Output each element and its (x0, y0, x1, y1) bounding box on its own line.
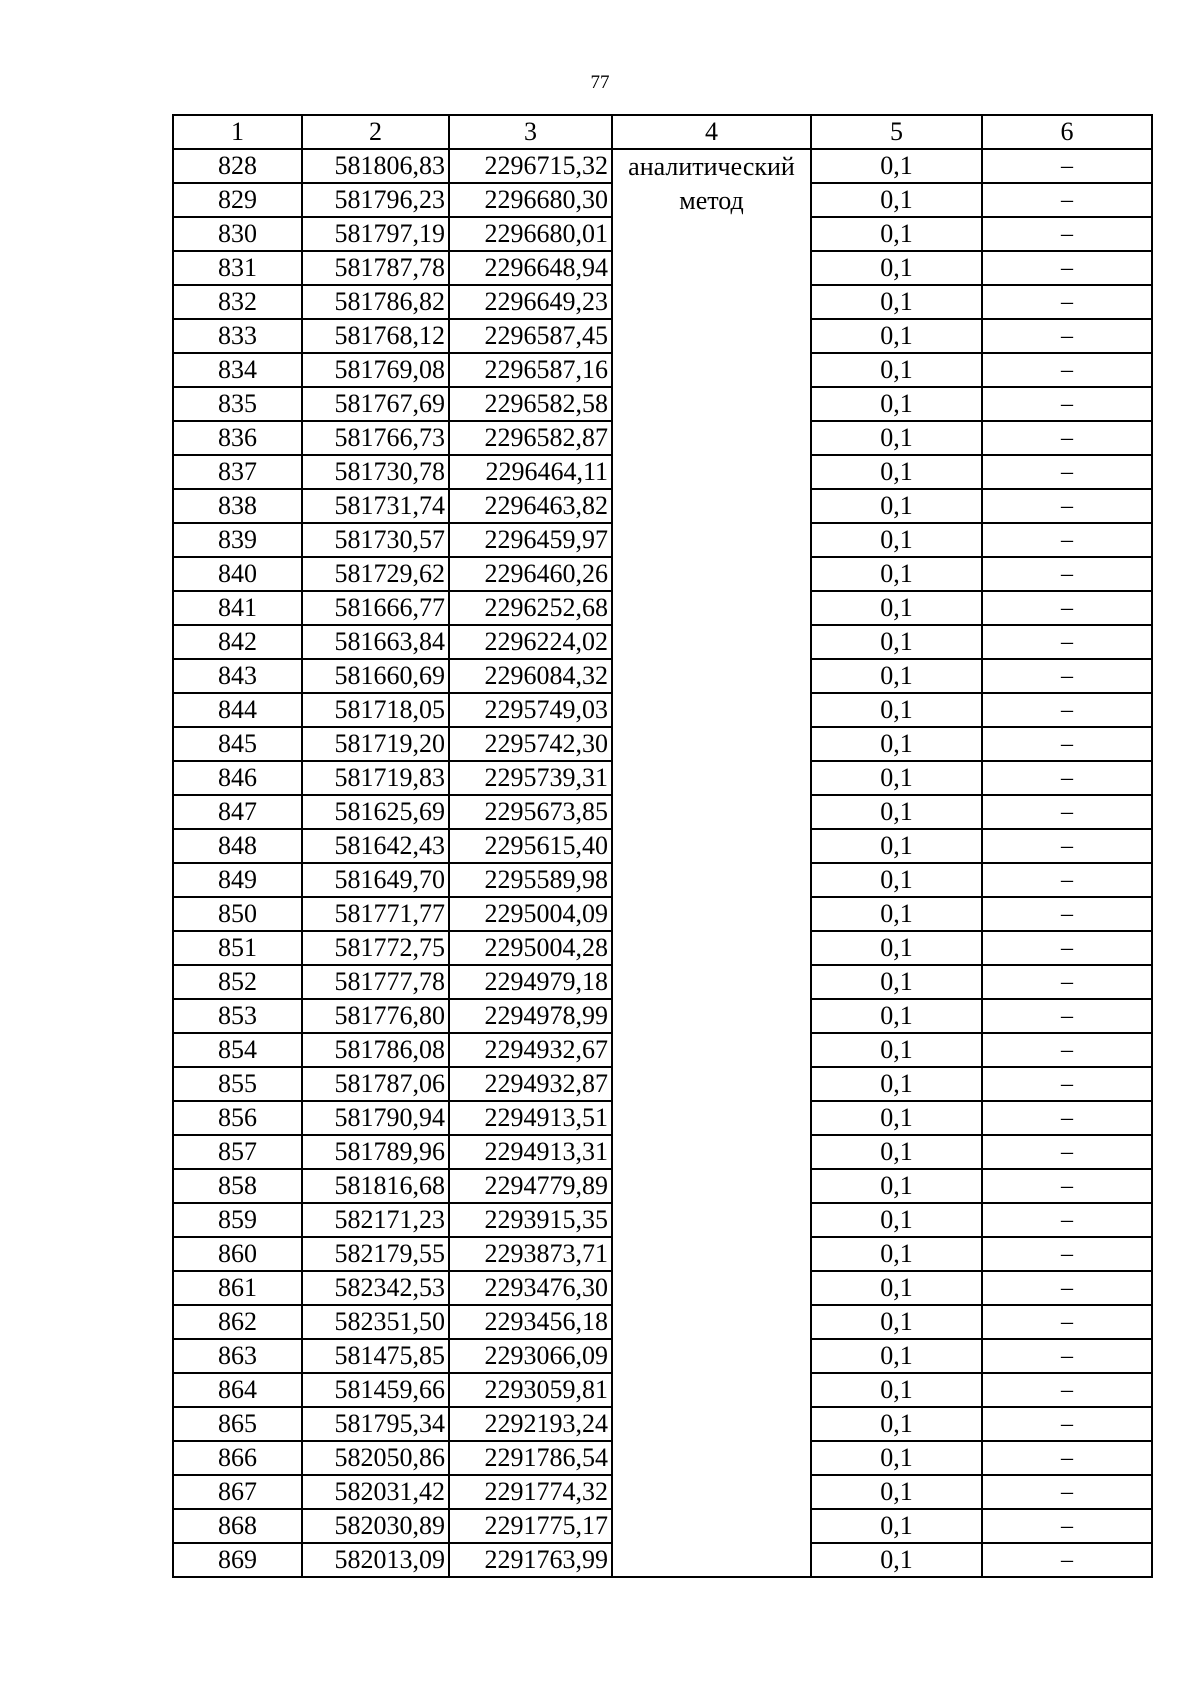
point-number-cell: 843 (173, 659, 302, 693)
description-cell: – (982, 1135, 1152, 1169)
y-coordinate-cell: 2296648,94 (449, 251, 612, 285)
description-cell: – (982, 387, 1152, 421)
x-coordinate-cell: 581719,20 (302, 727, 449, 761)
x-coordinate-cell: 581816,68 (302, 1169, 449, 1203)
y-coordinate-cell: 2296582,87 (449, 421, 612, 455)
accuracy-cell: 0,1 (811, 1407, 982, 1441)
accuracy-cell: 0,1 (811, 659, 982, 693)
y-coordinate-cell: 2295742,30 (449, 727, 612, 761)
accuracy-cell: 0,1 (811, 1305, 982, 1339)
x-coordinate-cell: 581768,12 (302, 319, 449, 353)
point-number-cell: 832 (173, 285, 302, 319)
y-coordinate-cell: 2296587,16 (449, 353, 612, 387)
x-coordinate-cell: 581729,62 (302, 557, 449, 591)
x-coordinate-cell: 581776,80 (302, 999, 449, 1033)
y-coordinate-cell: 2291774,32 (449, 1475, 612, 1509)
point-number-cell: 857 (173, 1135, 302, 1169)
y-coordinate-cell: 2294913,31 (449, 1135, 612, 1169)
x-coordinate-cell: 581796,23 (302, 183, 449, 217)
description-cell: – (982, 659, 1152, 693)
description-cell: – (982, 1407, 1152, 1441)
table-row (173, 149, 1152, 183)
x-coordinate-cell: 582031,42 (302, 1475, 449, 1509)
y-coordinate-cell: 2296084,32 (449, 659, 612, 693)
point-number-cell: 862 (173, 1305, 302, 1339)
description-cell: – (982, 1033, 1152, 1067)
x-coordinate-cell: 581789,96 (302, 1135, 449, 1169)
accuracy-cell: 0,1 (811, 285, 982, 319)
point-number-cell: 836 (173, 421, 302, 455)
x-coordinate-cell: 581730,78 (302, 455, 449, 489)
x-coordinate-cell: 581786,82 (302, 285, 449, 319)
point-number-cell: 840 (173, 557, 302, 591)
description-cell: – (982, 897, 1152, 931)
point-number-cell: 835 (173, 387, 302, 421)
point-number-cell: 863 (173, 1339, 302, 1373)
point-number-cell: 855 (173, 1067, 302, 1101)
table-body (173, 149, 1152, 1577)
y-coordinate-cell: 2296463,82 (449, 489, 612, 523)
x-coordinate-cell: 581786,08 (302, 1033, 449, 1067)
point-number-cell: 842 (173, 625, 302, 659)
accuracy-cell: 0,1 (811, 1339, 982, 1373)
y-coordinate-cell: 2296649,23 (449, 285, 612, 319)
x-coordinate-cell: 582179,55 (302, 1237, 449, 1271)
x-coordinate-cell: 581769,08 (302, 353, 449, 387)
accuracy-cell: 0,1 (811, 1509, 982, 1543)
y-coordinate-cell: 2293915,35 (449, 1203, 612, 1237)
x-coordinate-cell: 581718,05 (302, 693, 449, 727)
y-coordinate-cell: 2293066,09 (449, 1339, 612, 1373)
description-cell: – (982, 1271, 1152, 1305)
x-coordinate-cell: 581772,75 (302, 931, 449, 965)
accuracy-cell: 0,1 (811, 1475, 982, 1509)
y-coordinate-cell: 2294779,89 (449, 1169, 612, 1203)
description-cell: – (982, 523, 1152, 557)
point-number-cell: 838 (173, 489, 302, 523)
point-number-cell: 858 (173, 1169, 302, 1203)
y-coordinate-cell: 2295673,85 (449, 795, 612, 829)
x-coordinate-cell: 581771,77 (302, 897, 449, 931)
page-number: 77 (590, 72, 610, 93)
description-cell: – (982, 727, 1152, 761)
column-header: 5 (811, 115, 982, 149)
point-number-cell: 849 (173, 863, 302, 897)
accuracy-cell: 0,1 (811, 421, 982, 455)
y-coordinate-cell: 2296459,97 (449, 523, 612, 557)
accuracy-cell: 0,1 (811, 591, 982, 625)
point-number-cell: 837 (173, 455, 302, 489)
accuracy-cell: 0,1 (811, 1237, 982, 1271)
description-cell: – (982, 1305, 1152, 1339)
description-cell: – (982, 1339, 1152, 1373)
table-header-row (173, 115, 1152, 149)
point-number-cell: 853 (173, 999, 302, 1033)
accuracy-cell: 0,1 (811, 251, 982, 285)
point-number-cell: 839 (173, 523, 302, 557)
description-cell: – (982, 1067, 1152, 1101)
point-number-cell: 848 (173, 829, 302, 863)
accuracy-cell: 0,1 (811, 183, 982, 217)
point-number-cell: 854 (173, 1033, 302, 1067)
description-cell: – (982, 489, 1152, 523)
accuracy-cell: 0,1 (811, 523, 982, 557)
description-cell: – (982, 217, 1152, 251)
point-number-cell: 864 (173, 1373, 302, 1407)
x-coordinate-cell: 581663,84 (302, 625, 449, 659)
y-coordinate-cell: 2293476,30 (449, 1271, 612, 1305)
x-coordinate-cell: 581642,43 (302, 829, 449, 863)
x-coordinate-cell: 581731,74 (302, 489, 449, 523)
x-coordinate-cell: 581790,94 (302, 1101, 449, 1135)
accuracy-cell: 0,1 (811, 999, 982, 1033)
accuracy-cell: 0,1 (811, 795, 982, 829)
description-cell: – (982, 557, 1152, 591)
point-number-cell: 847 (173, 795, 302, 829)
y-coordinate-cell: 2294913,51 (449, 1101, 612, 1135)
y-coordinate-cell: 2294932,67 (449, 1033, 612, 1067)
description-cell: – (982, 183, 1152, 217)
y-coordinate-cell: 2295739,31 (449, 761, 612, 795)
x-coordinate-cell: 582013,09 (302, 1543, 449, 1577)
y-coordinate-cell: 2296680,01 (449, 217, 612, 251)
accuracy-cell: 0,1 (811, 353, 982, 387)
x-coordinate-cell: 582351,50 (302, 1305, 449, 1339)
point-number-cell: 866 (173, 1441, 302, 1475)
description-cell: – (982, 931, 1152, 965)
accuracy-cell: 0,1 (811, 1271, 982, 1305)
point-number-cell: 846 (173, 761, 302, 795)
column-header: 6 (982, 115, 1152, 149)
y-coordinate-cell: 2293456,18 (449, 1305, 612, 1339)
accuracy-cell: 0,1 (811, 727, 982, 761)
y-coordinate-cell: 2294978,99 (449, 999, 612, 1033)
description-cell: – (982, 353, 1152, 387)
description-cell: – (982, 1237, 1152, 1271)
y-coordinate-cell: 2296680,30 (449, 183, 612, 217)
accuracy-cell: 0,1 (811, 761, 982, 795)
x-coordinate-cell: 581767,69 (302, 387, 449, 421)
point-number-cell: 851 (173, 931, 302, 965)
point-number-cell: 850 (173, 897, 302, 931)
description-cell: – (982, 1169, 1152, 1203)
y-coordinate-cell: 2291763,99 (449, 1543, 612, 1577)
point-number-cell: 828 (173, 149, 302, 183)
accuracy-cell: 0,1 (811, 1543, 982, 1577)
description-cell: – (982, 1373, 1152, 1407)
description-cell: – (982, 829, 1152, 863)
accuracy-cell: 0,1 (811, 1169, 982, 1203)
y-coordinate-cell: 2296464,11 (449, 455, 612, 489)
y-coordinate-cell: 2295589,98 (449, 863, 612, 897)
point-number-cell: 869 (173, 1543, 302, 1577)
description-cell: – (982, 1203, 1152, 1237)
x-coordinate-cell: 581797,19 (302, 217, 449, 251)
method-cell: аналитический метод (612, 149, 811, 1577)
description-cell: – (982, 455, 1152, 489)
x-coordinate-cell: 582050,86 (302, 1441, 449, 1475)
x-coordinate-cell: 581666,77 (302, 591, 449, 625)
point-number-cell: 859 (173, 1203, 302, 1237)
description-cell: – (982, 319, 1152, 353)
point-number-cell: 856 (173, 1101, 302, 1135)
x-coordinate-cell: 581719,83 (302, 761, 449, 795)
accuracy-cell: 0,1 (811, 557, 982, 591)
x-coordinate-cell: 581766,73 (302, 421, 449, 455)
accuracy-cell: 0,1 (811, 965, 982, 999)
accuracy-cell: 0,1 (811, 1033, 982, 1067)
description-cell: – (982, 795, 1152, 829)
description-cell: – (982, 1101, 1152, 1135)
accuracy-cell: 0,1 (811, 1203, 982, 1237)
accuracy-cell: 0,1 (811, 217, 982, 251)
point-number-cell: 830 (173, 217, 302, 251)
description-cell: – (982, 965, 1152, 999)
y-coordinate-cell: 2293873,71 (449, 1237, 612, 1271)
accuracy-cell: 0,1 (811, 1135, 982, 1169)
point-number-cell: 867 (173, 1475, 302, 1509)
coordinates-table (172, 114, 1153, 1578)
point-number-cell: 865 (173, 1407, 302, 1441)
y-coordinate-cell: 2295004,09 (449, 897, 612, 931)
column-header: 4 (612, 115, 811, 149)
point-number-cell: 852 (173, 965, 302, 999)
accuracy-cell: 0,1 (811, 863, 982, 897)
accuracy-cell: 0,1 (811, 319, 982, 353)
point-number-cell: 861 (173, 1271, 302, 1305)
x-coordinate-cell: 581787,06 (302, 1067, 449, 1101)
y-coordinate-cell: 2296460,26 (449, 557, 612, 591)
point-number-cell: 844 (173, 693, 302, 727)
x-coordinate-cell: 582030,89 (302, 1509, 449, 1543)
description-cell: – (982, 999, 1152, 1033)
y-coordinate-cell: 2291775,17 (449, 1509, 612, 1543)
point-number-cell: 829 (173, 183, 302, 217)
x-coordinate-cell: 581806,83 (302, 149, 449, 183)
description-cell: – (982, 693, 1152, 727)
accuracy-cell: 0,1 (811, 149, 982, 183)
y-coordinate-cell: 2295749,03 (449, 693, 612, 727)
y-coordinate-cell: 2291786,54 (449, 1441, 612, 1475)
accuracy-cell: 0,1 (811, 829, 982, 863)
x-coordinate-cell: 581660,69 (302, 659, 449, 693)
accuracy-cell: 0,1 (811, 693, 982, 727)
description-cell: – (982, 285, 1152, 319)
y-coordinate-cell: 2294932,87 (449, 1067, 612, 1101)
accuracy-cell: 0,1 (811, 1067, 982, 1101)
description-cell: – (982, 251, 1152, 285)
y-coordinate-cell: 2295004,28 (449, 931, 612, 965)
accuracy-cell: 0,1 (811, 1441, 982, 1475)
x-coordinate-cell: 581625,69 (302, 795, 449, 829)
column-header: 1 (173, 115, 302, 149)
description-cell: – (982, 625, 1152, 659)
point-number-cell: 834 (173, 353, 302, 387)
description-cell: – (982, 761, 1152, 795)
column-header: 2 (302, 115, 449, 149)
accuracy-cell: 0,1 (811, 1373, 982, 1407)
accuracy-cell: 0,1 (811, 1101, 982, 1135)
description-cell: – (982, 1543, 1152, 1577)
x-coordinate-cell: 581459,66 (302, 1373, 449, 1407)
x-coordinate-cell: 582171,23 (302, 1203, 449, 1237)
column-header: 3 (449, 115, 612, 149)
accuracy-cell: 0,1 (811, 931, 982, 965)
x-coordinate-cell: 581649,70 (302, 863, 449, 897)
x-coordinate-cell: 581787,78 (302, 251, 449, 285)
description-cell: – (982, 421, 1152, 455)
description-cell: – (982, 591, 1152, 625)
x-coordinate-cell: 582342,53 (302, 1271, 449, 1305)
y-coordinate-cell: 2296252,68 (449, 591, 612, 625)
x-coordinate-cell: 581795,34 (302, 1407, 449, 1441)
x-coordinate-cell: 581777,78 (302, 965, 449, 999)
point-number-cell: 845 (173, 727, 302, 761)
point-number-cell: 860 (173, 1237, 302, 1271)
accuracy-cell: 0,1 (811, 387, 982, 421)
accuracy-cell: 0,1 (811, 489, 982, 523)
y-coordinate-cell: 2295615,40 (449, 829, 612, 863)
description-cell: – (982, 863, 1152, 897)
y-coordinate-cell: 2293059,81 (449, 1373, 612, 1407)
accuracy-cell: 0,1 (811, 455, 982, 489)
y-coordinate-cell: 2296715,32 (449, 149, 612, 183)
accuracy-cell: 0,1 (811, 625, 982, 659)
description-cell: – (982, 1441, 1152, 1475)
y-coordinate-cell: 2296582,58 (449, 387, 612, 421)
x-coordinate-cell: 581475,85 (302, 1339, 449, 1373)
point-number-cell: 833 (173, 319, 302, 353)
accuracy-cell: 0,1 (811, 897, 982, 931)
point-number-cell: 868 (173, 1509, 302, 1543)
y-coordinate-cell: 2296224,02 (449, 625, 612, 659)
description-cell: – (982, 149, 1152, 183)
description-cell: – (982, 1475, 1152, 1509)
point-number-cell: 841 (173, 591, 302, 625)
point-number-cell: 831 (173, 251, 302, 285)
description-cell: – (982, 1509, 1152, 1543)
y-coordinate-cell: 2296587,45 (449, 319, 612, 353)
x-coordinate-cell: 581730,57 (302, 523, 449, 557)
y-coordinate-cell: 2292193,24 (449, 1407, 612, 1441)
y-coordinate-cell: 2294979,18 (449, 965, 612, 999)
